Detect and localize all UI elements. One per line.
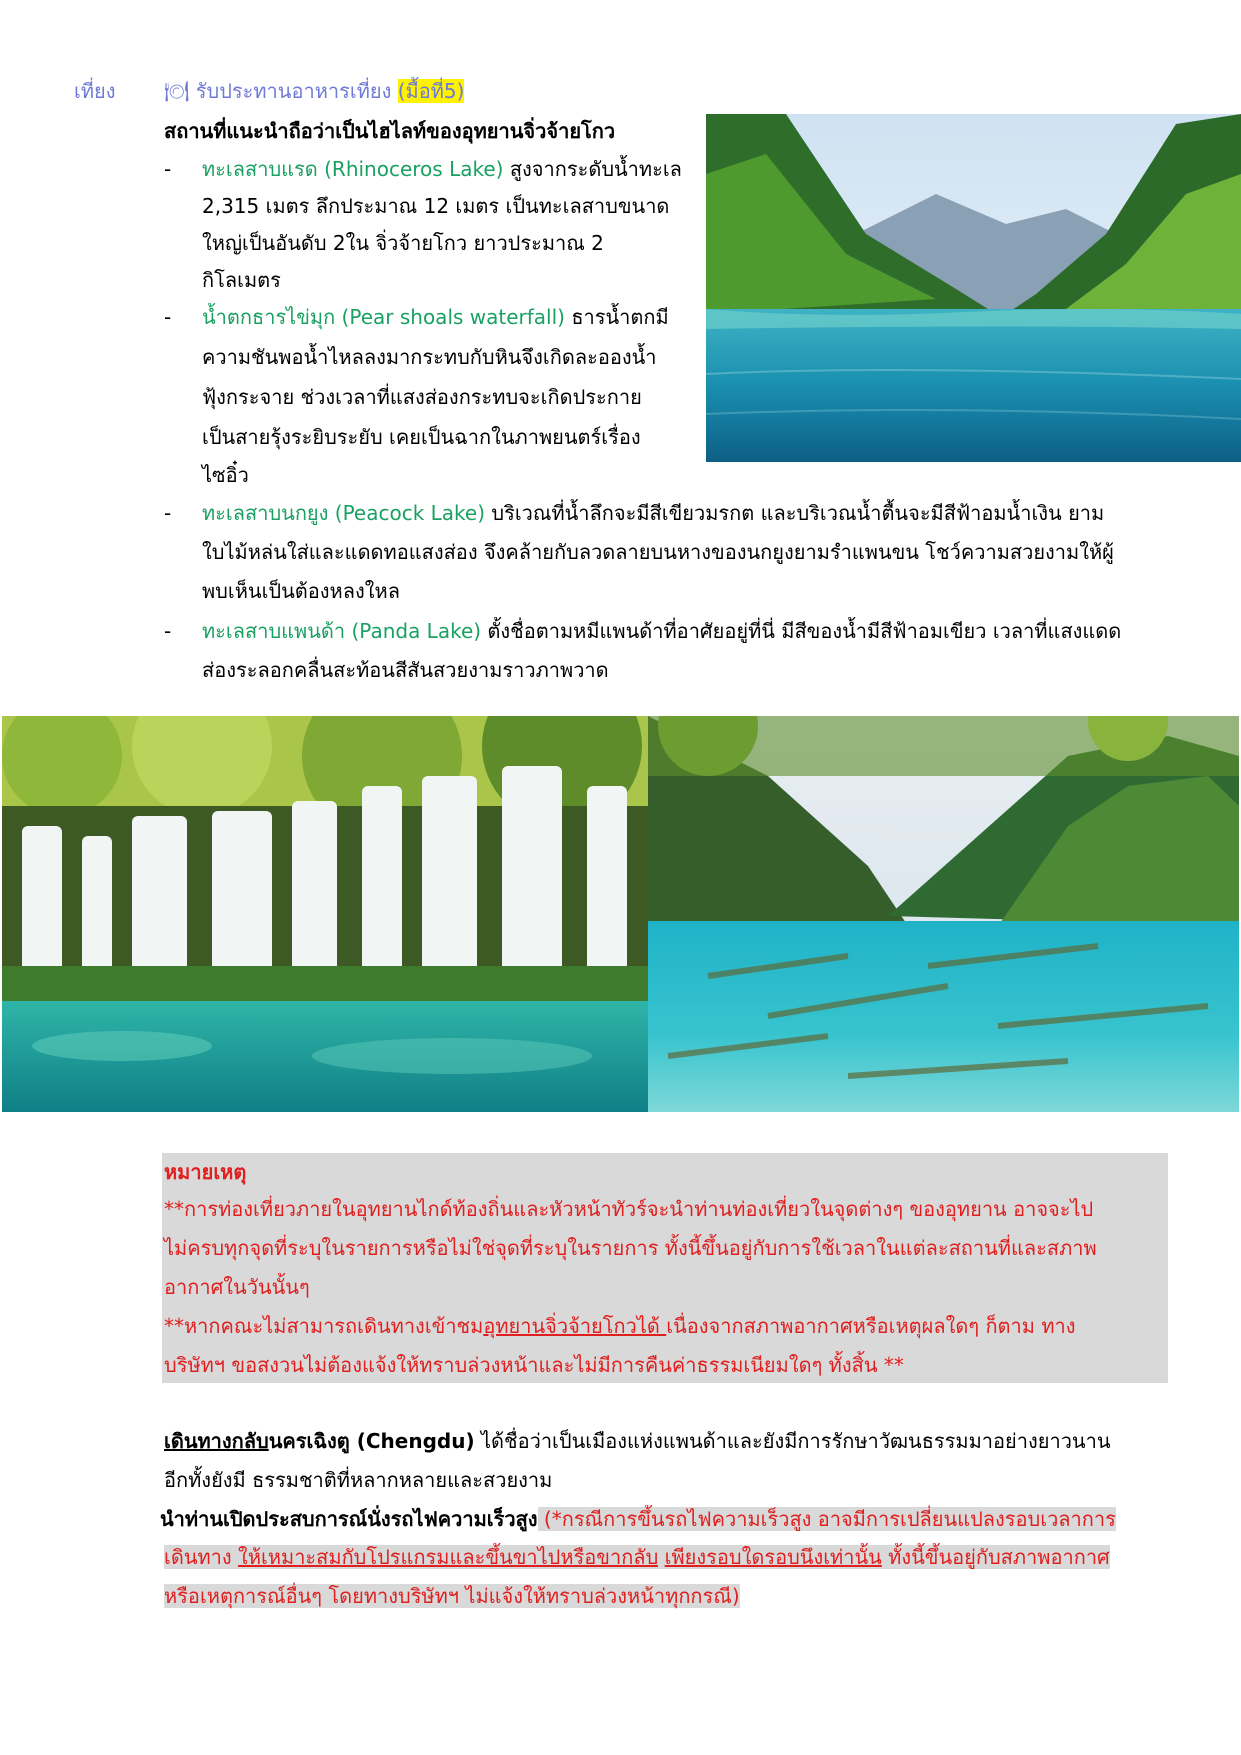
bullet-dash: - [164, 305, 172, 329]
pearl-shoals-line3: ฟุ้งกระจาย ช่วงเวลาที่แสงส่องกระทบจะเกิดประกาย [202, 385, 642, 409]
note-para1-line1: **การท่องเที่ยวภายในอุทยานไกด์ท้องถิ่นและหัวหน้าทัวร์จะนำท่านท่องเที่ยวในจุดต่างๆ ของอุทยาน อาจจะไป [164, 1197, 1094, 1221]
train-line1: นำท่านเปิดประสบการณ์นั่งรถไฟความเร็วสูง (*กรณีการขึ้นรถไฟความเร็วสูง อาจมีการเปลี่ยนแปลงรอบเวลาการ [160, 1507, 1116, 1531]
note-para2-line1: **หากคณะไม่สามารถเดินทางเข้าชมอุทยานจิ่วจ้ายโกวได้ เนื่องจากสภาพอากาศหรือเหตุผลใดๆ ก็ตาม ทาง [164, 1314, 1076, 1338]
rhinoceros-lake-line2: 2,315 เมตร ลึกประมาณ 12 เมตร เป็นทะเลสาบขนาด [202, 194, 670, 218]
pearl-shoals-name: น้ำตกธารไข่มุก (Pear shoals waterfall) [202, 305, 565, 329]
pearl-shoals-line4: เป็นสายรุ้งระยิบระยับ เคยเป็นฉากในภาพยนตร์เรื่อง [202, 425, 641, 449]
peacock-lake-line2: ใบไม้หล่นใส่และแดดทอแสงส่อง จึงคล้ายกับลวดลายบนหางของนกยูงยามรำแพนขน โชว์ความสวยงามให้ผู้ [202, 540, 1114, 564]
lunch-text: รับประทานอาหารเที่ยง [195, 79, 392, 103]
panda-lake-line2: ส่องระลอกคลื่นสะท้อนสีสันสวยงามราวภาพวาด [202, 658, 609, 682]
note-park-name: อุทยานจิ่วจ้ายโกวได้ [483, 1314, 667, 1338]
pearl-shoals-line5: ไซอิ๋ว [202, 463, 249, 487]
dining-icon: 🍽︎ [164, 79, 190, 103]
five-flower-lake-photo [648, 716, 1239, 1112]
pearl-shoals-line1: น้ำตกธารไข่มุก (Pear shoals waterfall) ธารน้ำตกมี [202, 305, 669, 329]
waterfall-photo [2, 716, 648, 1112]
note-para2-line2: บริษัทฯ ขอสงวนไม่ต้องแจ้งให้ทราบล่วงหน้าและไม่มีการคืนค่าธรรมเนียมใดๆ ทั้งสิ้น ** [164, 1353, 904, 1377]
rhinoceros-lake-line1: ทะเลสาบแรด (Rhinoceros Lake) สูงจากระดับน้ำทะเล [202, 157, 682, 181]
highlights-heading: สถานที่แนะนำถือว่าเป็นไฮไลท์ของอุทยานจิ่วจ้ายโกว [164, 119, 616, 143]
peacock-lake-name: ทะเลสาบนกยูง (Peacock Lake) [202, 501, 486, 525]
train-text: นำท่านเปิดประสบการณ์นั่งรถไฟความเร็วสูง [160, 1507, 538, 1531]
lunch-line [164, 72, 464, 110]
panda-lake-line1: ทะเลสาบแพนด้า (Panda Lake) ตั้งชื่อตามหมีแพนด้าที่อาศัยอยู่ที่นี่ มีสีของน้ำมีสีฟ้าอมเขียว เวลาที่แสงแดด [202, 619, 1122, 643]
bullet-dash: - [164, 501, 172, 525]
train-line3: หรือเหตุการณ์อื่นๆ โดยทางบริษัทฯ ไม่แจ้งให้ทราบล่วงหน้าทุกกรณี) [164, 1584, 740, 1608]
return-line1: เดินทางกลับนครเฉิงตู (Chengdu) ได้ชื่อว่าเป็นเมืองแห่งแพนด้าและยังมีการรักษาวัฒนธรรมมาอย่างยาวนาน [164, 1429, 1111, 1453]
train-line2: เดินทาง ให้เหมาะสมกับโปรแกรมและขึ้นขาไปหรือขากลับ เพียงรอบใดรอบนึงเท่านั้น ทั้งนี้ขึ้นอยู่กับสภาพอากาศ [164, 1545, 1110, 1569]
note-para1-line2: ไม่ครบทุกจุดที่ระบุในรายการหรือไม่ใช่จุดที่ระบุในรายการ ทั้งนี้ขึ้นอยู่กับการใช้เวลาในแต่ละสถานที่และสภาพ [164, 1236, 1097, 1260]
panda-lake-name: ทะเลสาบแพนด้า (Panda Lake) [202, 619, 482, 643]
return-line2: อีกทั้งยังมี ธรรมชาติที่หลากหลายและสวยงาม [164, 1468, 553, 1492]
pearl-shoals-line2: ความชันพอน้ำไหลลงมากระทบกับหินจึงเกิดละอองน้ำ [202, 345, 657, 369]
return-label: เดินทางกลับ [164, 1429, 269, 1453]
peacock-lake-line3: พบเห็นเป็นต้องหลงใหล [202, 579, 400, 603]
meal-badge: (มื้อที่5) [397, 79, 465, 103]
bullet-dash: - [164, 157, 172, 181]
peacock-lake-line1: ทะเลสาบนกยูง (Peacock Lake) บริเวณที่น้ำลึกจะมีสีเขียวมรกต และบริเวณน้ำตื้นจะมีสีฟ้าอมน้ำเงิน ยาม [202, 501, 1105, 525]
rhinoceros-lake-photo [706, 114, 1241, 462]
time-label: เที่ยง [74, 79, 116, 103]
rhinoceros-lake-line3: ใหญ่เป็นอันดับ 2ใน จิ่วจ้ายโกว ยาวประมาณ 2 [202, 231, 604, 255]
note-para1-line3: อากาศในวันนั้นๆ [164, 1275, 310, 1299]
rhinoceros-lake-line4: กิโลเมตร [202, 268, 281, 292]
bullet-dash: - [164, 619, 172, 643]
rhinoceros-lake-name: ทะเลสาบแรด (Rhinoceros Lake) [202, 157, 504, 181]
return-city: นครเฉิงตู (Chengdu) [268, 1429, 475, 1453]
note-title: หมายเหตุ [164, 1160, 247, 1184]
